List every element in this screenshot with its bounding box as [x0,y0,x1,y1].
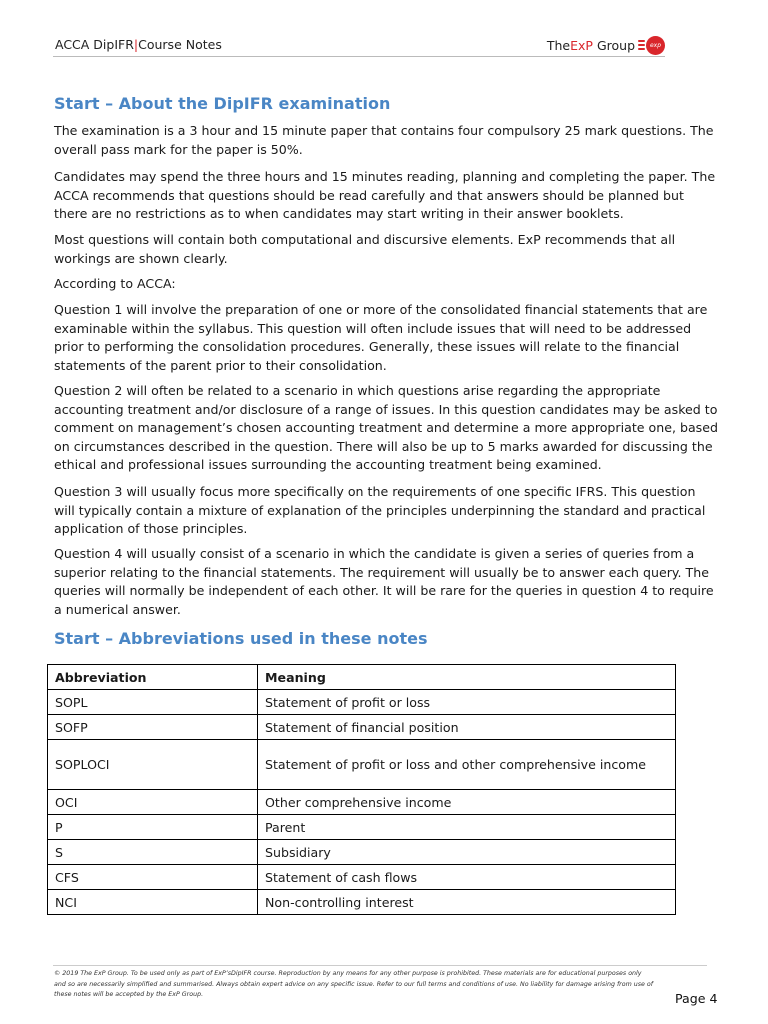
table-row [48,840,676,865]
cell-abbreviation: SOPLOCI [48,740,258,790]
paragraph-reading-time: Candidates may spend the three hours and 15 minutes reading, planning and completing the paper. The ACCA recommends that questions should be read carefully and that answers should be planned but there are no restrictions as to when candidates may start writing in their answer booklets. [54,169,716,222]
paragraph-exam-format: The examination is a 3 hour and 15 minute paper that contains four compulsory 25 mark questions. The overall pass mark for the paper is 50%. [54,123,714,157]
paragraph-question-3: Question 3 will usually focus more specifically on the requirements of one specific IFRS. This question will typically contain a mixture of explanation of the principles underpinning the standard and practical application of those principles. [54,484,706,537]
paragraph-question-1: Question 1 will involve the preparation of one or more of the consolidated financial statements that are examinable within the syllabus. This question will often include issues that will need to be addressed prior to performing the consolidation procedures. Generally, these issues will relate to the financial statements of the parent prior to their consolidation. [54,302,708,373]
table-header-row [48,665,676,690]
document-title [55,37,222,52]
brand-suffix: Group [592,37,635,53]
section-heading-abbreviations: Start – Abbreviations used in these notes [54,629,428,648]
column-header-abbreviation: Abbreviation [48,665,258,690]
title-course: ACCA DipIFR [55,37,134,52]
brand-name [547,38,635,53]
cell-meaning: Non-controlling interest [258,890,676,915]
brand-exp: ExP [570,37,593,53]
footer-copyright: © 2019 The ExP Group. To be used only as part of ExP’sDipIFR course. Reproduction by any means for any other purpose is prohibited. These materials are for educational purposes only and so are necessarily simplified and summarised. Always obtain expert advice on any specific issue. Refer to our full terms and conditions of use. No liability for damage arising from use of these notes will be accepted by the ExP Group. [54,970,653,998]
cell-meaning: Statement of profit or loss and other comprehensive income [258,740,676,790]
table-row [48,740,676,790]
column-header-meaning: Meaning [258,665,676,690]
abbreviations-table [47,664,676,915]
logo-circle-icon: exp [646,36,665,55]
cell-meaning: Subsidiary [258,840,676,865]
cell-abbreviation: SOPL [48,690,258,715]
table-row [48,690,676,715]
cell-abbreviation: P [48,815,258,840]
section-heading-exam: Start – About the DipIFR examination [54,94,391,113]
table-row [48,815,676,840]
footer-divider [53,965,707,966]
cell-abbreviation: CFS [48,865,258,890]
cell-abbreviation: SOFP [48,715,258,740]
cell-abbreviation: S [48,840,258,865]
paragraph-question-2: Question 2 will often be related to a scenario in which questions arise regarding the appropriate accounting treatment and/or disclosure of a range of issues. In this question candidates may be asked to comment on management’s chosen accounting treatment and determine a more appropriate one, based on circumstances described in the question. There will also be up to 5 marks awarded for discussing the ethical and professional issues surrounding the accounting treatment being examined. [54,383,718,473]
table-row [48,890,676,915]
cell-abbreviation: NCI [48,890,258,915]
table-row [48,865,676,890]
cell-meaning: Other comprehensive income [258,790,676,815]
cell-meaning: Statement of cash flows [258,865,676,890]
brand-prefix: The [546,37,571,53]
logo-lines-icon [638,40,645,50]
cell-meaning: Parent [258,815,676,840]
header-divider [53,56,665,57]
table-row [48,790,676,815]
page-header [53,34,665,56]
cell-abbreviation: OCI [48,790,258,815]
cell-meaning: Statement of profit or loss [258,690,676,715]
cell-meaning: Statement of financial position [258,715,676,740]
page-number: Page 4 [675,991,718,1006]
paragraph-according: According to ACCA: [54,276,176,291]
table-row [48,715,676,740]
title-section: Course Notes [138,37,222,52]
paragraph-question-4: Question 4 will usually consist of a scenario in which the candidate is given a series of queries from a superior relating to the financial statements. The requirement will usually be to answer each query. The queries will normally be independent of each other. It will be rare for the queries in question 4 to require a numerical answer. [54,546,714,617]
title-separator: | [133,37,139,52]
brand-logo [547,34,665,56]
paragraph-workings: Most questions will contain both computational and discursive elements. ExP recommends that all workings are shown clearly. [54,232,676,266]
